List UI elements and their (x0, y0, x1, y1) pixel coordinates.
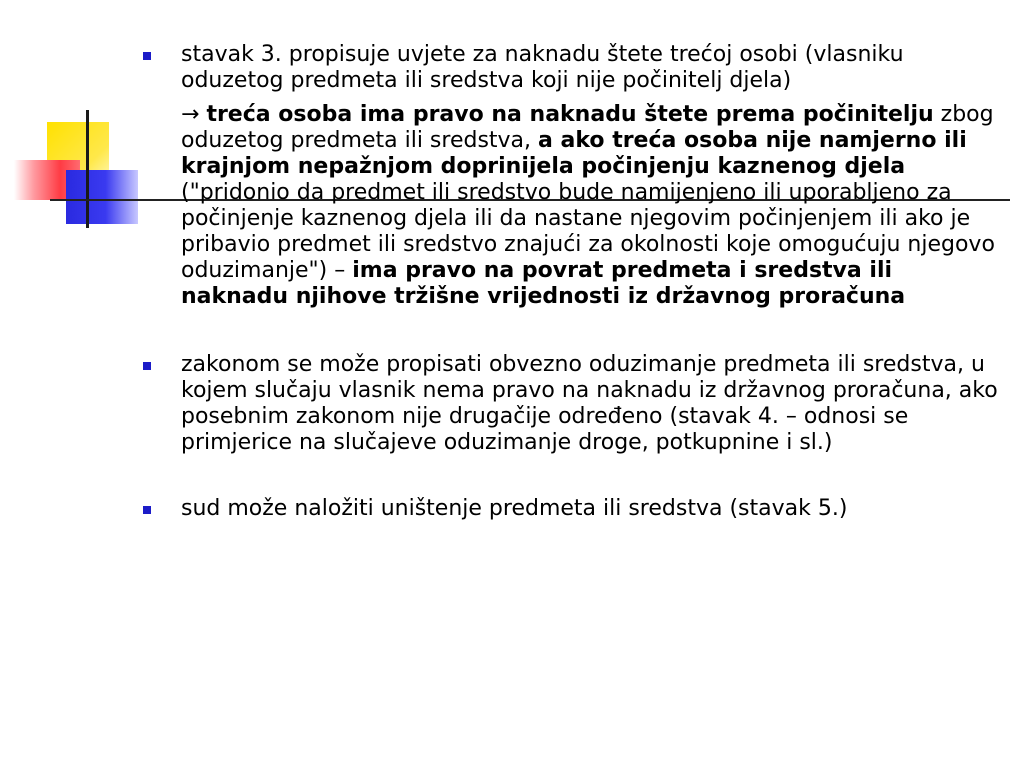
bullet-item-2 (143, 352, 1003, 456)
bold-text: a ako treća osoba nije namjerno ili krajnjom nepažnjom doprinijela počinjenju kaznenog djela (181, 128, 967, 179)
slide-content (143, 42, 1003, 522)
bullet-text: zakonom se može propisati obvezno oduzimanje predmeta ili sredstva, u kojem slučaju vlasnik nema pravo na naknadu iz državnog proračuna, ako posebnim zakonom nije drugačije određeno (stavak 4. – odnosi se primjerice na slučajeve oduzimanje droge, potkupnine i sl.) (181, 352, 998, 455)
plain-text: ("pridonio da predmet ili sredstvo bude namijenjeno ili uporabljeno za počinjenje kaznenog djela ili da nastane njegovim počinjenjem ili ako je pribavio predmet ili sredstvo znajući za okolnosti koje omogućuju njegovo oduzimanje") – (181, 180, 995, 283)
bold-text: ima pravo na povrat predmeta i sredstva ili naknadu njihove tržišne vrijednosti iz državnog proračuna (181, 258, 906, 309)
bullet-item-1 (143, 42, 1003, 310)
bullet-text: stavak 3. propisuje uvjete za naknadu štete trećoj osobi (vlasniku oduzetog predmeta ili sredstva koji nije počinitelj djela) (181, 42, 904, 93)
plain-text: zbog oduzetog predmeta ili sredstva, (181, 102, 994, 153)
bullet-text: sud može naložiti uništenje predmeta ili sredstva (stavak 5.) (181, 496, 848, 521)
bold-text: treća osoba ima pravo na naknadu štete prema počinitelju (206, 102, 934, 127)
bullet-square-icon (143, 52, 151, 60)
bullet-square-icon (143, 506, 151, 514)
logo-blue-square (66, 170, 138, 224)
bullet-square-icon (143, 362, 151, 370)
logo-vertical-line (86, 110, 89, 228)
arrow-symbol: → (181, 102, 207, 127)
decorative-logo (0, 0, 150, 240)
bullet-item-3 (143, 496, 1003, 522)
sub-paragraph (181, 102, 1003, 310)
